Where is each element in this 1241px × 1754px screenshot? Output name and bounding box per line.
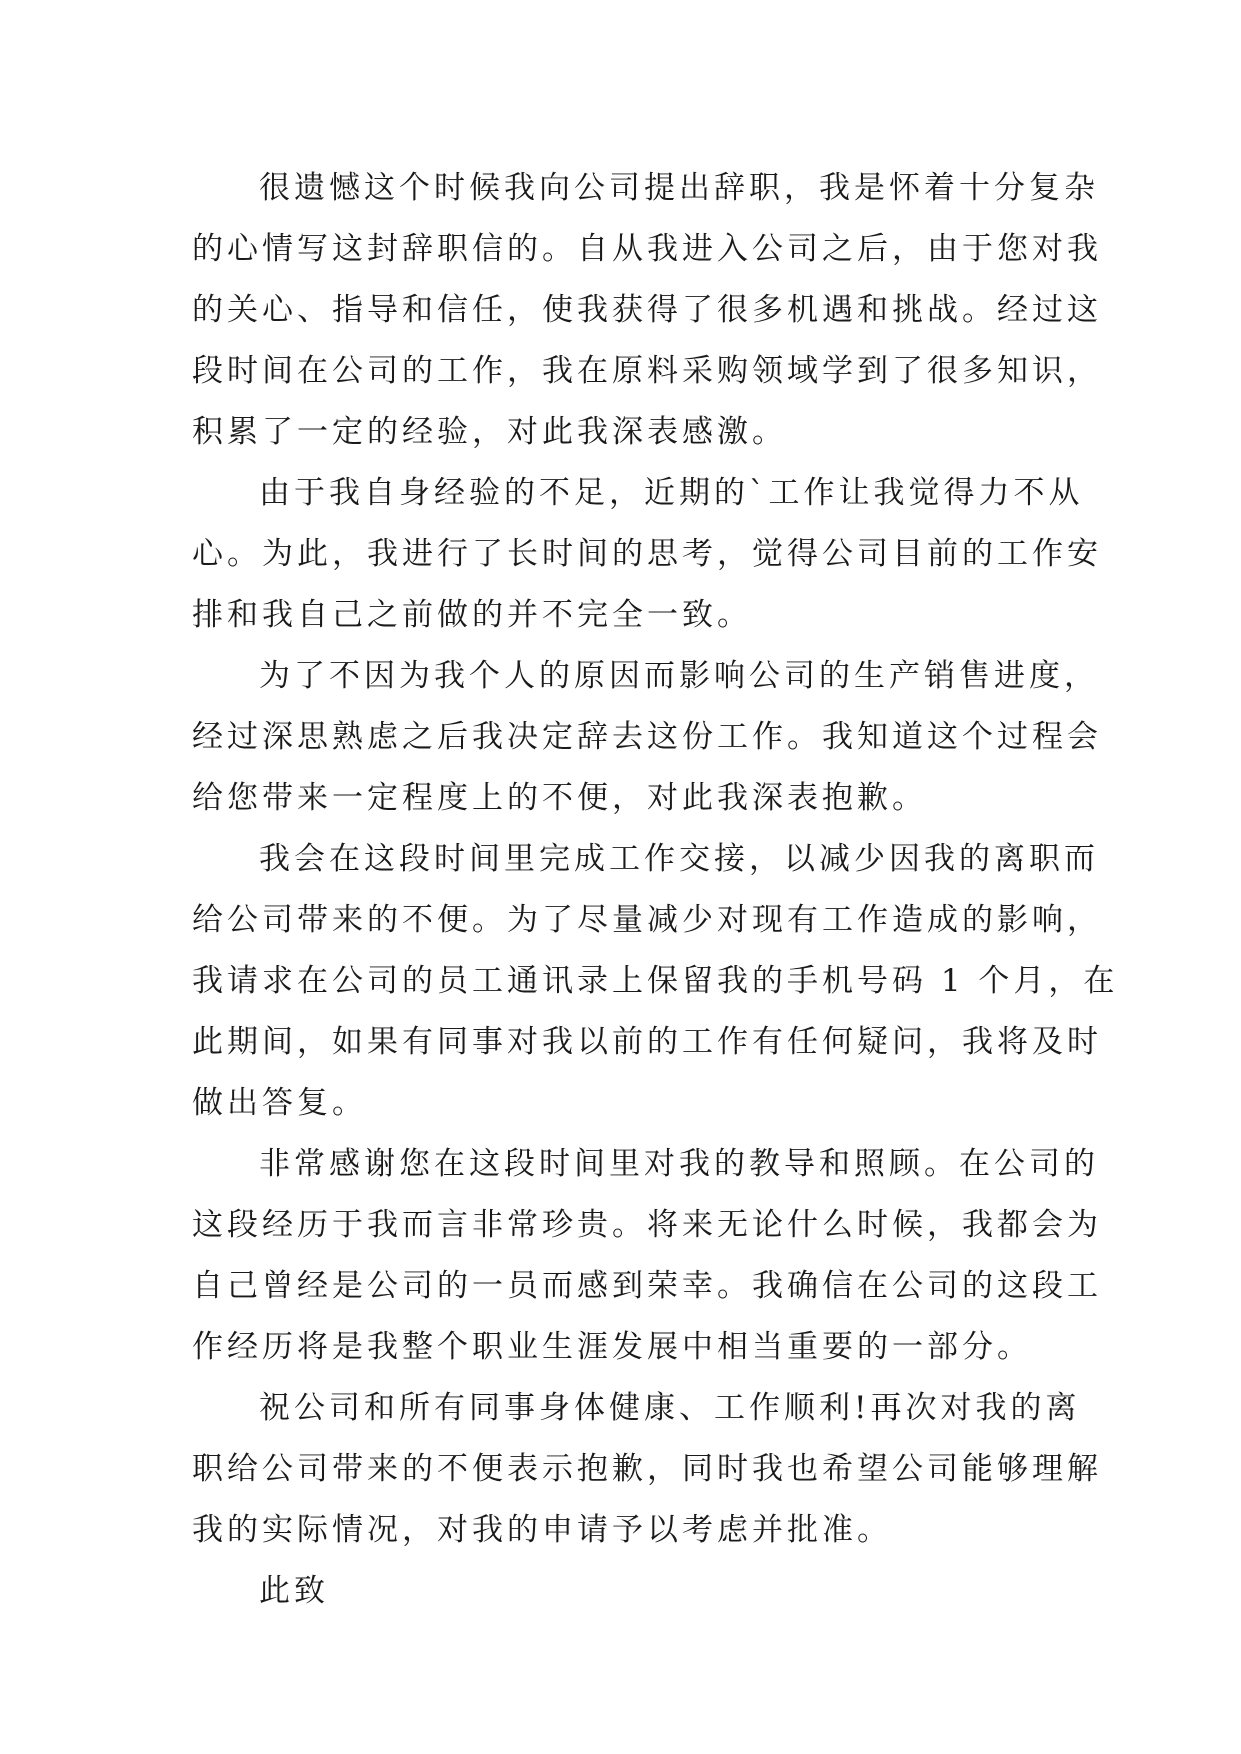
text-line: 由于我自身经验的不足，近期的`工作让我觉得力不从	[259, 475, 1084, 511]
text-line: 给您带来一定程度上的不便，对此我深表抱歉。	[192, 780, 927, 816]
text-line: 经过深思熟虑之后我决定辞去这份工作。我知道这个过程会	[192, 719, 1102, 755]
letter-body	[192, 158, 1119, 1622]
text-line: 此期间，如果有同事对我以前的工作有任何疑问，我将及时	[192, 1024, 1102, 1060]
text-line: 自己曾经是公司的一员而感到荣幸。我确信在公司的这段工	[192, 1268, 1102, 1304]
text-line: 为了不因为我个人的原因而影响公司的生产销售进度，	[259, 658, 1099, 694]
text-line: 心。为此，我进行了长时间的思考，觉得公司目前的工作安	[192, 536, 1102, 572]
text-line: 的关心、指导和信任，使我获得了很多机遇和挑战。经过这	[192, 292, 1102, 328]
text-line: 我会在这段时间里完成工作交接，以减少因我的离职而	[259, 841, 1099, 877]
text-line: 作经历将是我整个职业生涯发展中相当重要的一部分。	[192, 1329, 1032, 1365]
text-line: 积累了一定的经验，对此我深表感激。	[192, 414, 787, 450]
text-line: 做出答复。	[192, 1085, 367, 1121]
closing-salutation: 此致	[259, 1573, 329, 1609]
text-line: 给公司带来的不便。为了尽量减少对现有工作造成的影响，	[192, 902, 1102, 938]
text-line: 我的实际情况，对我的申请予以考虑并批准。	[192, 1512, 892, 1548]
text-line: 非常感谢您在这段时间里对我的教导和照顾。在公司的	[259, 1146, 1099, 1182]
text-line: 我请求在公司的员工通讯录上保留我的手机号码 1 个月，在	[192, 963, 1119, 999]
text-line: 段时间在公司的工作，我在原料采购领域学到了很多知识，	[192, 353, 1102, 389]
text-line: 很遗憾这个时候我向公司提出辞职，我是怀着十分复杂	[259, 170, 1099, 206]
text-line: 职给公司带来的不便表示抱歉，同时我也希望公司能够理解	[192, 1451, 1102, 1487]
text-line: 排和我自己之前做的并不完全一致。	[192, 597, 752, 633]
text-line: 祝公司和所有同事身体健康、工作顺利!再次对我的离	[259, 1390, 1081, 1426]
text-line: 这段经历于我而言非常珍贵。将来无论什么时候，我都会为	[192, 1207, 1102, 1243]
text-line: 的心情写这封辞职信的。自从我进入公司之后，由于您对我	[192, 231, 1102, 267]
